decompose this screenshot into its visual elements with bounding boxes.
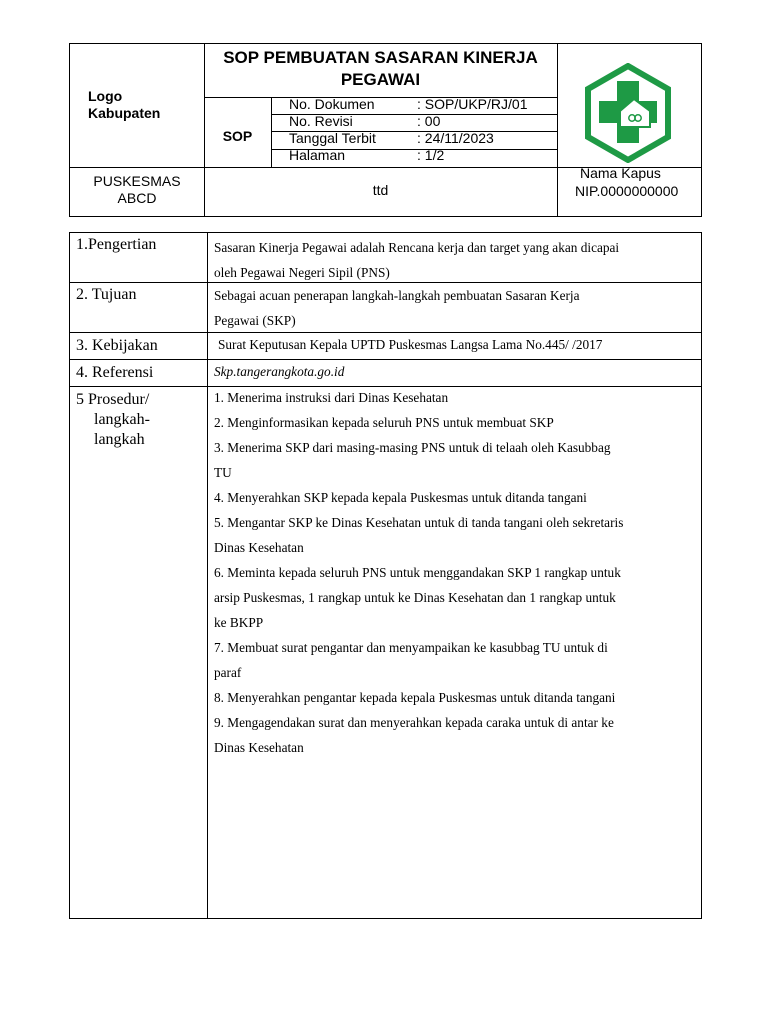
procedure-step: 5. Mengantar SKP ke Dinas Kesehatan untuk di tanda tangani oleh sekretaris xyxy=(214,515,624,530)
section-content-kebijakan xyxy=(218,332,700,357)
document-title-line2: PEGAWAI xyxy=(340,70,421,89)
divider xyxy=(557,44,558,216)
procedure-step: paraf xyxy=(214,665,242,680)
section-label-tujuan: 2. Tujuan xyxy=(76,286,137,303)
content-line: Surat Keputusan Kepala UPTD Puskesmas Langsa Lama No.445/ /2017 xyxy=(218,337,603,352)
section-content-pengertian xyxy=(214,235,696,285)
procedure-step: TU xyxy=(214,465,232,480)
procedure-step: Dinas Kesehatan xyxy=(214,540,304,555)
procedure-step: 4. Menyerahkan SKP kepada kepala Puskesmas untuk ditanda tangani xyxy=(214,490,587,505)
issue-date-value: : 24/11/2023 xyxy=(417,130,494,146)
doc-info-values xyxy=(417,96,527,164)
revision-label: No. Revisi xyxy=(289,113,353,129)
content-line: Sasaran Kinerja Pegawai adalah Rencana kerja dan target yang akan dicapai xyxy=(214,240,620,255)
procedure-step: 9. Mengagendakan surat dan menyerahkan kepada caraka untuk di antar ke xyxy=(214,715,614,730)
issue-date-label: Tanggal Terbit xyxy=(289,130,376,146)
section-label-kebijakan: 3. Kebijakan xyxy=(76,337,158,354)
content-line: Sebagai acuan penerapan langkah-langkah pembuatan Sasaran Kerja xyxy=(214,288,580,303)
doc-number-value: : SOP/UKP/RJ/01 xyxy=(417,96,528,112)
divider xyxy=(271,97,272,167)
section-label-prosedur-line3: langkah xyxy=(94,431,145,448)
procedure-step: Dinas Kesehatan xyxy=(214,740,304,755)
logo-kabupaten-line2: Kabupaten xyxy=(88,105,161,121)
reference-link: Skp.tangerangkota.go.id xyxy=(214,364,345,379)
section-content-referensi xyxy=(214,359,696,384)
section-label-pengertian: 1.Pengertian xyxy=(76,236,157,253)
doc-info-labels xyxy=(289,96,376,164)
revision-value: : 00 xyxy=(417,113,441,129)
procedure-step: 2. Menginformasikan kepada seluruh PNS untuk membuat SKP xyxy=(214,415,554,430)
procedure-step: 3. Menerima SKP dari masing-masing PNS untuk di telaah oleh Kasubbag xyxy=(214,440,611,455)
kapus-name: Nama Kapus xyxy=(580,165,661,181)
section-content-tujuan xyxy=(214,283,696,333)
section-label-referensi: 4. Referensi xyxy=(76,364,154,381)
logo-kabupaten xyxy=(88,88,160,122)
procedure-step: ke BKPP xyxy=(214,615,264,630)
page-label: Halaman xyxy=(289,147,346,163)
puskesmas-logo-icon xyxy=(584,63,672,163)
sop-label: SOP xyxy=(222,128,253,144)
kapus-nip: NIP.0000000000 xyxy=(575,183,679,199)
procedure-step: 6. Meminta kepada seluruh PNS untuk menggandakan SKP 1 rangkap untuk xyxy=(214,565,621,580)
divider xyxy=(207,233,208,918)
doc-number-label: No. Dokumen xyxy=(289,96,375,112)
page-value: : 1/2 xyxy=(417,147,445,163)
logo-kabupaten-line1: Logo xyxy=(88,88,123,104)
procedure-step: 1. Menerima instruksi dari Dinas Kesehatan xyxy=(214,390,449,405)
procedure-step: 8. Menyerahkan pengantar kepada kepala Puskesmas untuk ditanda tangani xyxy=(214,690,616,705)
section-label-prosedur xyxy=(76,390,150,450)
procedure-step: arsip Puskesmas, 1 rangkap untuk ke Dinas Kesehatan dan 1 rangkap untuk xyxy=(214,590,616,605)
puskesmas-name xyxy=(70,173,204,207)
puskesmas-name-line2: ABCD xyxy=(117,190,157,206)
content-line: oleh Pegawai Negeri Sipil (PNS) xyxy=(214,265,390,280)
section-label-prosedur-line2: langkah- xyxy=(94,411,150,428)
document-title xyxy=(204,47,557,91)
section-content-prosedur xyxy=(214,385,696,760)
content-line: Pegawai (SKP) xyxy=(214,313,296,328)
document-title-line1: SOP PEMBUATAN SASARAN KINERJA xyxy=(223,48,538,67)
section-label-prosedur-line1: 5 Prosedur/ xyxy=(76,391,150,408)
puskesmas-name-line1: PUSKESMAS xyxy=(93,173,181,189)
signature-placeholder: ttd xyxy=(372,182,389,198)
procedure-step: 7. Membuat surat pengantar dan menyampaikan ke kasubbag TU untuk di xyxy=(214,640,608,655)
